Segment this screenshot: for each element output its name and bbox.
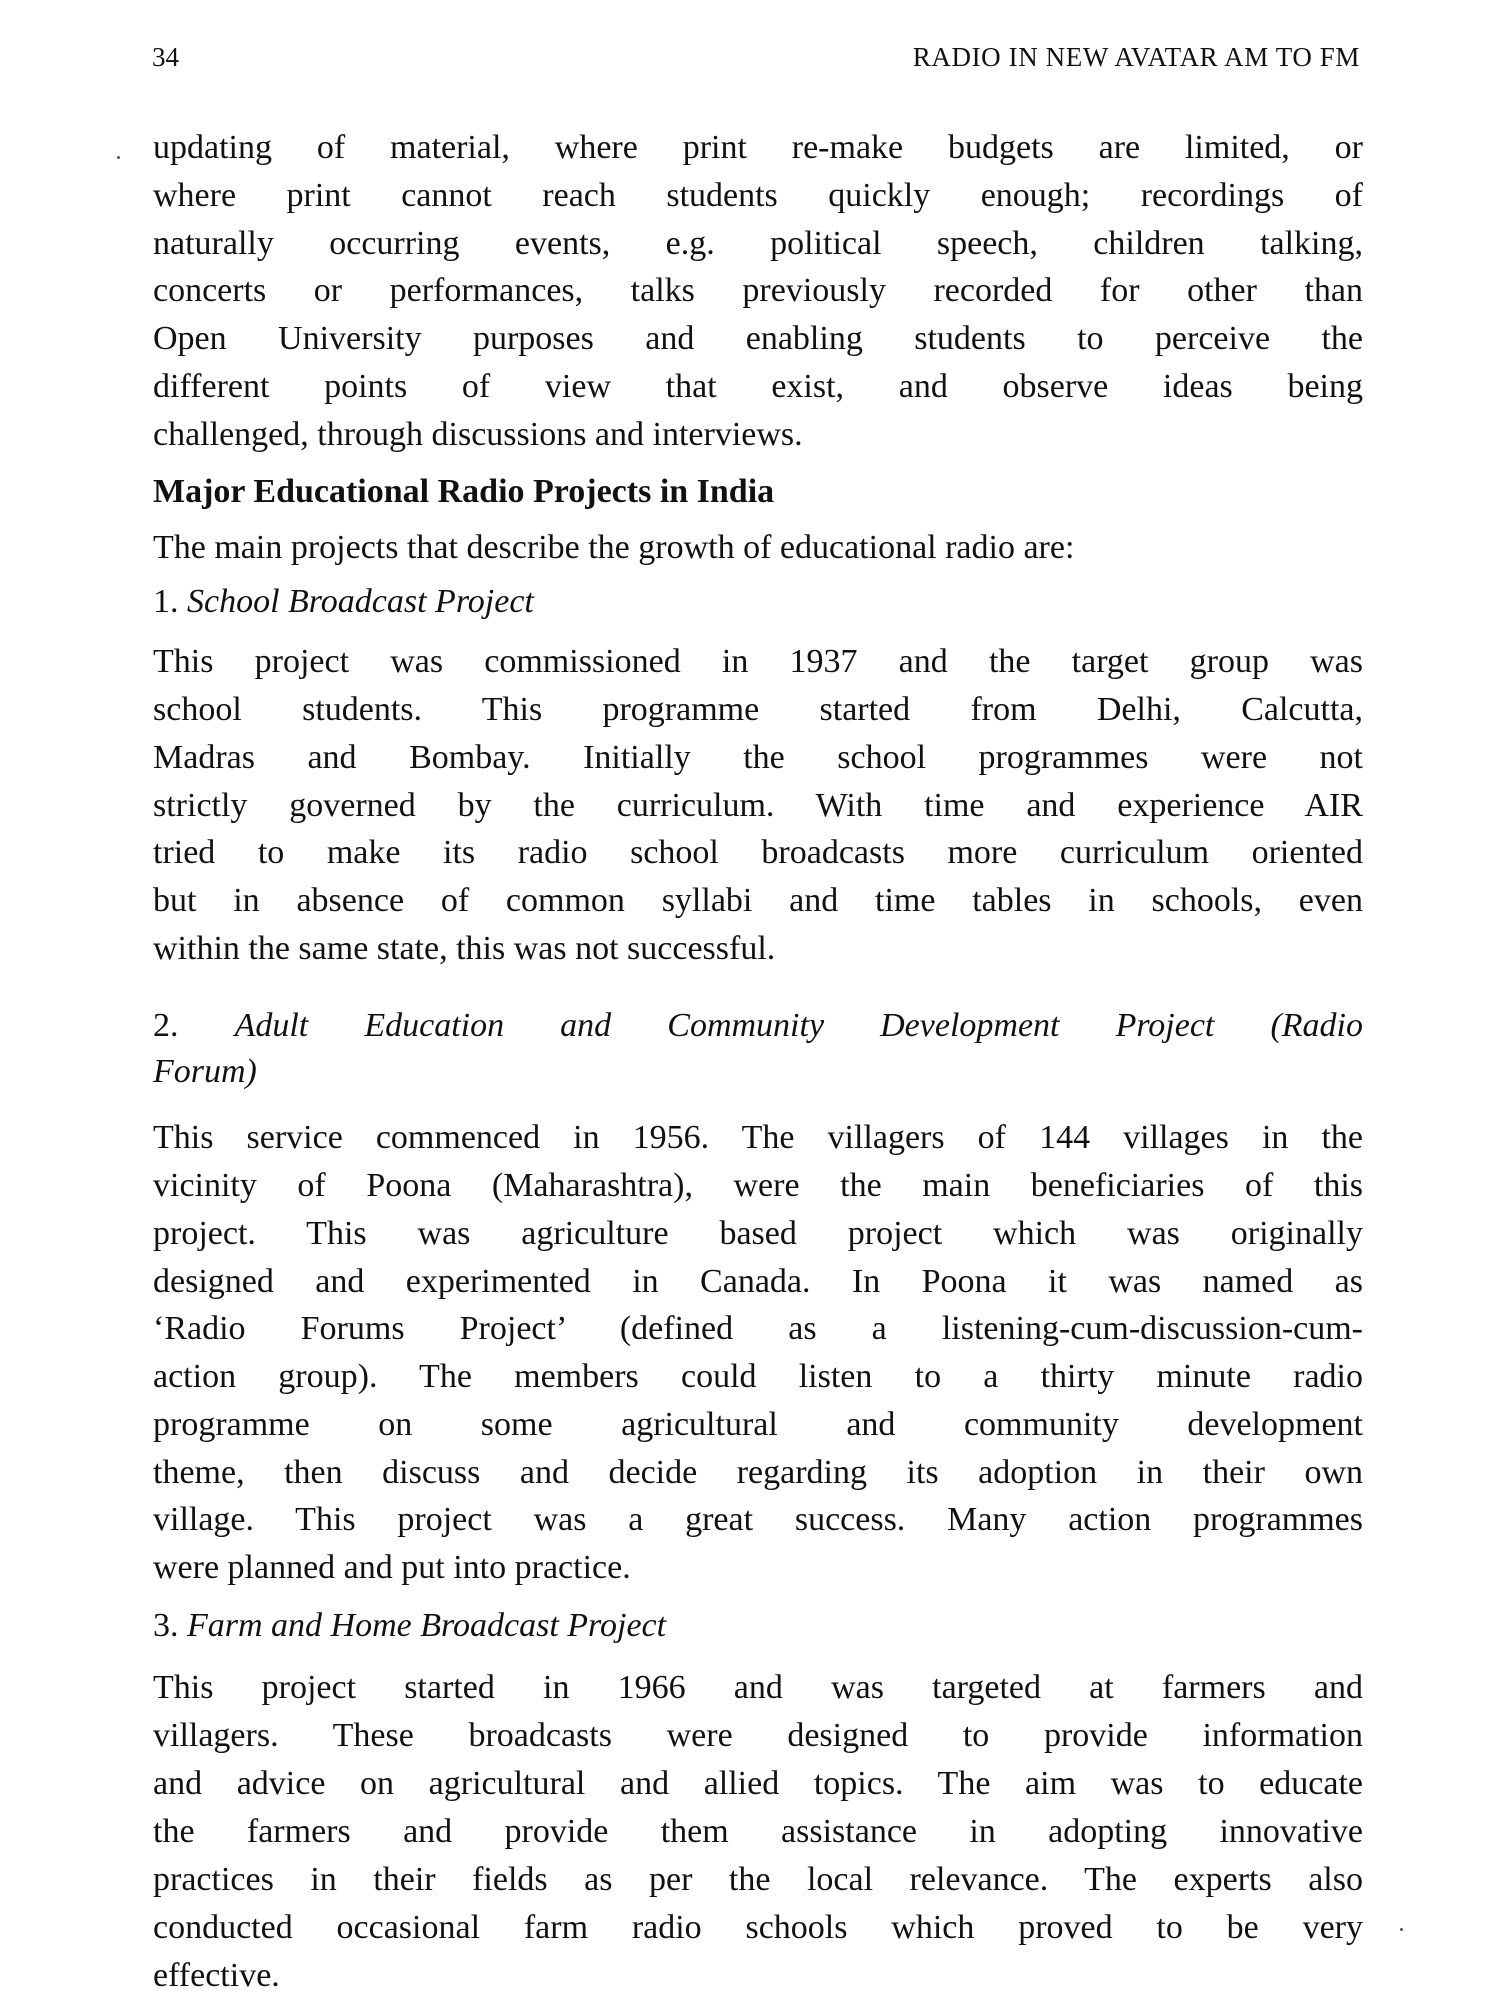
paragraph-line: Madras and Bombay. Initially the school programmes were not [153, 739, 1363, 776]
paragraph-line: but in absence of common syllabi and time tables in schools, even [153, 882, 1363, 919]
paragraph-line: challenged, through discussions and interviews. [153, 416, 803, 453]
paragraph-line: and advice on agricultural and allied topics. The aim was to educate [153, 1765, 1363, 1802]
paragraph-line: designed and experimented in Canada. In Poona it was named as [153, 1263, 1363, 1300]
scan-speck [117, 156, 120, 159]
paragraph-line: within the same state, this was not successful. [153, 930, 776, 967]
paragraph-line: strictly governed by the curriculum. With time and experience AIR [153, 787, 1363, 824]
paragraph-line: tried to make its radio school broadcasts more curriculum oriented [153, 834, 1363, 871]
paragraph-line: This project was commissioned in 1937 and the target group was [153, 643, 1363, 680]
paragraph-line: school students. This programme started from Delhi, Calcutta, [153, 691, 1363, 728]
project-2-heading-cont [153, 1052, 1363, 1092]
paragraph-line: concerts or performances, talks previously recorded for other than [153, 272, 1363, 309]
section-heading: Major Educational Radio Projects in India [153, 473, 775, 510]
page-number: 34 [152, 42, 179, 72]
paragraph-line: This project started in 1966 and was targeted at farmers and [153, 1669, 1363, 1706]
project-title: Adult Education and Community Development Project (Radio [234, 1007, 1363, 1044]
project-title: School Broadcast Project [187, 583, 534, 620]
project-3-heading [153, 1606, 1363, 1646]
paragraph-line: Open University purposes and enabling students to perceive the [153, 320, 1363, 357]
paragraph-line: action group). The members could listen to a thirty minute radio [153, 1358, 1363, 1395]
project-title: Farm and Home Broadcast Project [187, 1607, 667, 1644]
paragraph-line: effective. [153, 1957, 280, 1994]
paragraph-line: villagers. These broadcasts were designed to provide information [153, 1717, 1363, 1754]
paragraph-line: naturally occurring events, e.g. political speech, children talking, [153, 225, 1363, 262]
paragraph-line: where print cannot reach students quickly enough; recordings of [153, 177, 1363, 214]
paragraph-line: the farmers and provide them assistance in adopting innovative [153, 1813, 1363, 1850]
paragraph-line: programme on some agricultural and community development [153, 1406, 1363, 1443]
paragraph-line: This service commenced in 1956. The villagers of 144 villages in the [153, 1119, 1363, 1156]
project-number: 1. [153, 583, 179, 620]
project-1-heading [153, 582, 1363, 622]
paragraph-line: theme, then discuss and decide regarding its adoption in their own [153, 1454, 1363, 1491]
paragraph-line: conducted occasional farm radio schools which proved to be very [153, 1909, 1363, 1946]
scan-speck [1400, 1928, 1403, 1931]
project-number: 3. [153, 1607, 179, 1644]
project-number: 2. [153, 1007, 179, 1044]
paragraph-line: project. This was agriculture based project which was originally [153, 1215, 1363, 1252]
paragraph-line: were planned and put into practice. [153, 1549, 631, 1586]
paragraph-line: ‘Radio Forums Project’ (defined as a listening-cum-discussion-cum- [153, 1310, 1363, 1347]
project-2-heading [153, 1006, 1363, 1046]
paragraph-line: updating of material, where print re-make budgets are limited, or [153, 129, 1363, 166]
paragraph-line: different points of view that exist, and observe ideas being [153, 368, 1363, 405]
paragraph-line: practices in their fields as per the local relevance. The experts also [153, 1861, 1363, 1898]
running-title: RADIO IN NEW AVATAR AM TO FM [912, 42, 1360, 72]
section-intro: The main projects that describe the growth of educational radio are: [153, 529, 1075, 566]
project-title: Forum) [153, 1053, 257, 1090]
paragraph-line: vicinity of Poona (Maharashtra), were the main beneficiaries of this [153, 1167, 1363, 1204]
paragraph-line: village. This project was a great success. Many action programmes [153, 1501, 1363, 1538]
